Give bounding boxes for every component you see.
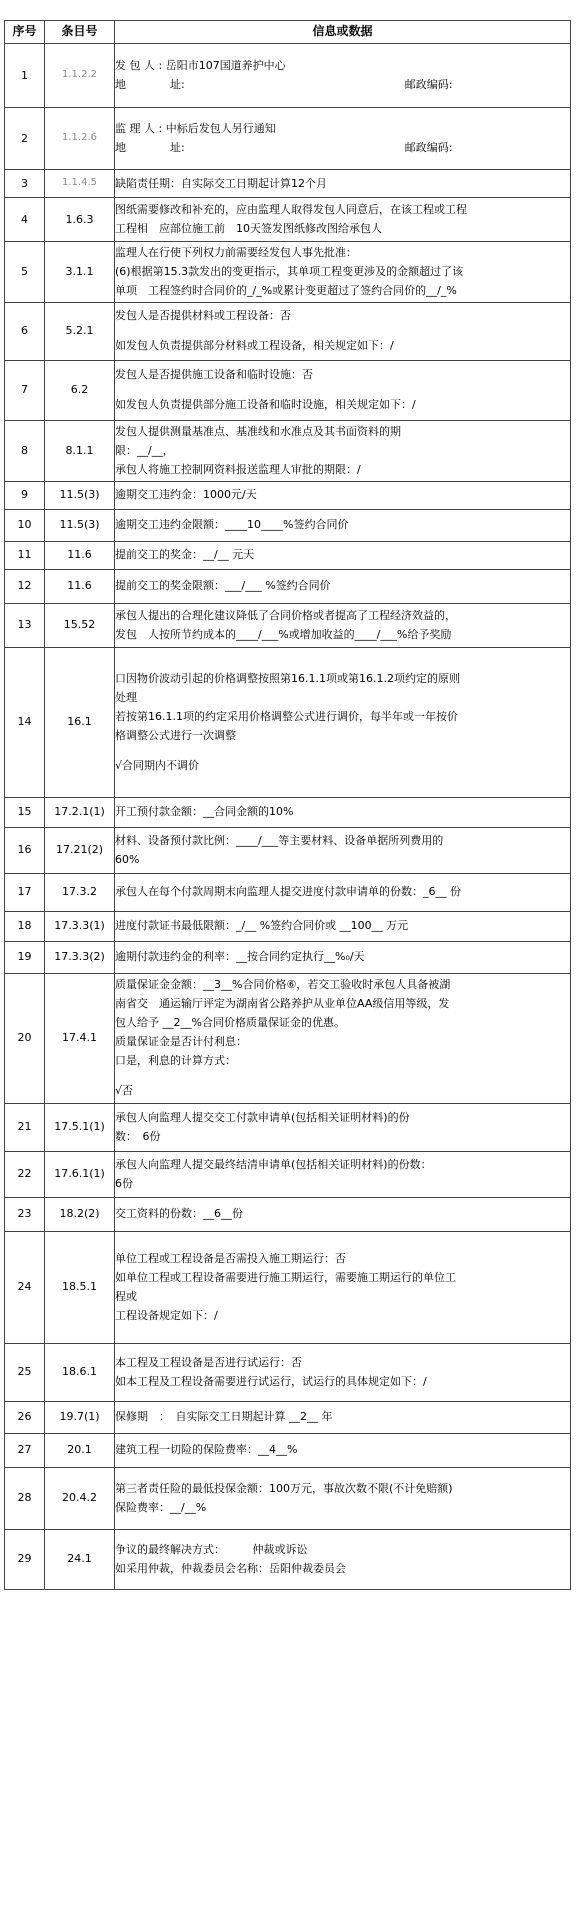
clause-data-table bbox=[4, 20, 571, 1590]
info-line: (6)根据第15.3款发出的变更指示，其单项工程变更涉及的金额超过了该 bbox=[115, 264, 464, 278]
info-line: √否 bbox=[115, 1084, 134, 1097]
info-line: 提前交工的奖金限额：___/___ %签约合同价 bbox=[115, 579, 331, 593]
info-cell bbox=[115, 420, 571, 481]
row-number: 23 bbox=[5, 1197, 45, 1231]
table-row bbox=[5, 1467, 571, 1529]
info-line: 本工程及工程设备是否进行试运行：否 bbox=[115, 1355, 302, 1369]
line-spacer bbox=[115, 1072, 570, 1080]
info-line: 如发包人负责提供部分材料或工程设备，相关规定如下：/ bbox=[115, 339, 394, 353]
info-line: 保险费率：__/__% bbox=[115, 1500, 207, 1514]
clause-number: 24.1 bbox=[45, 1529, 115, 1589]
clause-number: 17.6.1(1) bbox=[45, 1151, 115, 1197]
table-row bbox=[5, 1197, 571, 1231]
info-line: 工程相 应部位施工前 10天签发图纸修改图给承包人 bbox=[115, 222, 382, 235]
info-line: 限：__/__， bbox=[115, 443, 174, 457]
info-cell bbox=[115, 44, 571, 108]
info-cell bbox=[115, 481, 571, 509]
info-line: 处理 bbox=[115, 690, 137, 704]
info-line: 监理人在行使下列权力前需要经发包人事先批准： bbox=[115, 246, 357, 259]
line-spacer bbox=[115, 386, 570, 394]
table-row bbox=[5, 647, 571, 797]
row-number: 6 bbox=[5, 302, 45, 360]
info-line: 发包人是否提供材料或工程设备：否 bbox=[115, 309, 291, 323]
row-number: 8 bbox=[5, 420, 45, 481]
row-number: 26 bbox=[5, 1401, 45, 1433]
info-line: 逾期交工违约金：1000元/天 bbox=[115, 488, 257, 502]
info-line: 承包人提出的合理化建议降低了合同价格或者提高了工程经济效益的， bbox=[115, 608, 456, 622]
clause-number: 11.6 bbox=[45, 569, 115, 603]
info-cell bbox=[115, 797, 571, 827]
table-row bbox=[5, 1151, 571, 1197]
info-cell bbox=[115, 242, 571, 303]
clause-number: 1.1.2.2 bbox=[45, 44, 115, 108]
info-cell bbox=[115, 198, 571, 242]
table-row bbox=[5, 420, 571, 481]
row-number: 4 bbox=[5, 198, 45, 242]
info-cell bbox=[115, 302, 571, 360]
clause-number: 17.3.3(1) bbox=[45, 911, 115, 941]
table-row bbox=[5, 1529, 571, 1589]
clause-number: 8.1.1 bbox=[45, 420, 115, 481]
clause-number: 11.5(3) bbox=[45, 481, 115, 509]
info-line: 交工资料的份数：__6__份 bbox=[115, 1207, 243, 1221]
table-row bbox=[5, 44, 571, 108]
table-row bbox=[5, 541, 571, 569]
table-row bbox=[5, 1433, 571, 1467]
table-body bbox=[5, 44, 571, 1590]
info-line: 发包人提供测量基准点、基准线和水准点及其书面资料的期 bbox=[115, 424, 401, 438]
table-row bbox=[5, 302, 571, 360]
header-no: 序号 bbox=[5, 21, 45, 44]
header-row bbox=[5, 21, 571, 44]
clause-number: 18.5.1 bbox=[45, 1231, 115, 1343]
info-line: 单位工程或工程设备是否需投入施工期运行：否 bbox=[115, 1251, 346, 1265]
info-line: 建筑工程一切险的保险费率：__4__% bbox=[115, 1443, 298, 1457]
info-cell bbox=[115, 1231, 571, 1343]
clause-number: 17.2.1(1) bbox=[45, 797, 115, 827]
row-number: 5 bbox=[5, 242, 45, 303]
info-line: 6份 bbox=[115, 1176, 133, 1190]
info-cell bbox=[115, 827, 571, 873]
clause-number: 17.3.3(2) bbox=[45, 941, 115, 973]
clause-number: 18.6.1 bbox=[45, 1343, 115, 1401]
row-number: 9 bbox=[5, 481, 45, 509]
info-line: 工程设备规定如下：/ bbox=[115, 1308, 218, 1322]
clause-number: 19.7(1) bbox=[45, 1401, 115, 1433]
info-cell bbox=[115, 569, 571, 603]
info-line: 如本工程及工程设备需要进行试运行，试运行的具体规定如下：/ bbox=[115, 1374, 427, 1388]
info-line: 承包人在每个付款周期末向监理人提交进度付款申请单的份数：_6__ 份 bbox=[115, 885, 461, 899]
info-line: 格调整公式进行一次调整 bbox=[115, 728, 236, 742]
clause-number: 20.4.2 bbox=[45, 1467, 115, 1529]
table-row bbox=[5, 198, 571, 242]
row-number: 19 bbox=[5, 941, 45, 973]
info-cell bbox=[115, 911, 571, 941]
info-line: 程或 bbox=[115, 1289, 137, 1303]
table-row bbox=[5, 360, 571, 420]
clause-number: 20.1 bbox=[45, 1433, 115, 1467]
info-cell bbox=[115, 509, 571, 541]
row-number: 7 bbox=[5, 360, 45, 420]
info-line: 提前交工的奖金：__/__ 元天 bbox=[115, 548, 255, 562]
info-line: 逾期交工违约金限额：____10____%签约合同价 bbox=[115, 518, 349, 532]
info-cell bbox=[115, 1151, 571, 1197]
table-row bbox=[5, 1401, 571, 1433]
row-number: 29 bbox=[5, 1529, 45, 1589]
row-number: 1 bbox=[5, 44, 45, 108]
info-cell bbox=[115, 1529, 571, 1589]
clause-number: 11.6 bbox=[45, 541, 115, 569]
info-line: 图纸需要修改和补充的，应由监理人取得发包人同意后，在该工程或工程 bbox=[115, 203, 467, 217]
table-row bbox=[5, 911, 571, 941]
info-line: 质量保证金是否计付利息： bbox=[115, 1035, 247, 1049]
info-cell bbox=[115, 541, 571, 569]
header-clause: 条目号 bbox=[45, 21, 115, 44]
row-number: 20 bbox=[5, 973, 45, 1103]
clause-number: 6.2 bbox=[45, 360, 115, 420]
table-row bbox=[5, 941, 571, 973]
info-line: 发包人是否提供施工设备和临时设施：否 bbox=[115, 368, 313, 382]
info-cell bbox=[115, 1467, 571, 1529]
row-number: 28 bbox=[5, 1467, 45, 1529]
row-number: 13 bbox=[5, 603, 45, 647]
info-cell bbox=[115, 170, 571, 198]
info-cell bbox=[115, 1103, 571, 1151]
table-row bbox=[5, 603, 571, 647]
clause-number: 18.2(2) bbox=[45, 1197, 115, 1231]
row-number: 16 bbox=[5, 827, 45, 873]
info-cell bbox=[115, 973, 571, 1103]
info-line: √合同期内不调价 bbox=[115, 758, 200, 772]
table-row bbox=[5, 569, 571, 603]
info-line: 如采用仲裁，仲裁委员会名称：岳阳仲裁委员会 bbox=[115, 1561, 346, 1575]
info-line: 发包 人按所节约成本的____/___%或增加收益的____/___%给予奖励 bbox=[115, 627, 452, 641]
line-spacer bbox=[115, 747, 570, 755]
table-row bbox=[5, 797, 571, 827]
info-cell bbox=[115, 941, 571, 973]
table-row bbox=[5, 481, 571, 509]
clause-number: 17.4.1 bbox=[45, 973, 115, 1103]
info-line: 如发包人负责提供部分施工设备和临时设施，相关规定如下：/ bbox=[115, 398, 416, 412]
info-line: 进度付款证书最低限额：_/__ %签约合同价或 __100__ 万元 bbox=[115, 919, 409, 933]
table-row bbox=[5, 242, 571, 303]
table-row bbox=[5, 1103, 571, 1151]
info-line: 逾期付款违约金的利率：__按合同约定执行__%₀/天 bbox=[115, 950, 365, 964]
clause-number: 15.52 bbox=[45, 603, 115, 647]
row-number: 24 bbox=[5, 1231, 45, 1343]
row-number: 11 bbox=[5, 541, 45, 569]
info-line: 口因物价波动引起的价格调整按照第16.1.1项或第16.1.2项约定的原则 bbox=[115, 671, 460, 685]
row-number: 14 bbox=[5, 647, 45, 797]
clause-number: 1.1.2.6 bbox=[45, 108, 115, 170]
info-line: 开工预付款金额：__合同金额的10% bbox=[115, 805, 294, 819]
row-number: 10 bbox=[5, 509, 45, 541]
info-cell bbox=[115, 1401, 571, 1433]
clause-number: 17.3.2 bbox=[45, 873, 115, 911]
clause-number: 5.2.1 bbox=[45, 302, 115, 360]
table-row bbox=[5, 827, 571, 873]
line-spacer bbox=[115, 327, 570, 335]
info-line: 60% bbox=[115, 852, 140, 866]
table-row bbox=[5, 108, 571, 170]
table-row bbox=[5, 509, 571, 541]
info-line: 第三者责任险的最低投保金额：100万元，事故次数不限(不计免赔额) bbox=[115, 1481, 453, 1495]
table-header bbox=[5, 21, 571, 44]
info-cell bbox=[115, 647, 571, 797]
clause-number: 16.1 bbox=[45, 647, 115, 797]
row-number: 21 bbox=[5, 1103, 45, 1151]
table-row bbox=[5, 1343, 571, 1401]
info-line: 质量保证金金额：__3__%合同价格⑥，若交工验收时承包人具备被湖 bbox=[115, 978, 451, 992]
clause-number: 1.1.4.5 bbox=[45, 170, 115, 198]
info-line: 承包人将施工控制网资料报送监理人审批的期限：/ bbox=[115, 462, 361, 476]
info-line: 材料、设备预付款比例：____/___等主要材料、设备单据所列费用的 bbox=[115, 833, 444, 847]
table-row bbox=[5, 873, 571, 911]
info-cell bbox=[115, 360, 571, 420]
header-info: 信息或数据 bbox=[115, 21, 571, 44]
info-line: 如单位工程或工程设备需要进行施工期运行，需要施工期运行的单位工 bbox=[115, 1270, 456, 1284]
table-row bbox=[5, 1231, 571, 1343]
info-line: 包人给予 __2__%合同价格质量保证金的优惠。 bbox=[115, 1016, 345, 1030]
info-line: 保修期 ： 自实际交工日期起计算 __2__ 年 bbox=[115, 1410, 333, 1424]
info-cell bbox=[115, 1433, 571, 1467]
info-line: 地 址: 邮政编码: bbox=[115, 141, 453, 154]
clause-number: 17.5.1(1) bbox=[45, 1103, 115, 1151]
info-line: 南省交 通运输厅评定为湖南省公路养护从业单位AA级信用等级，发 bbox=[115, 997, 450, 1011]
clause-number: 1.6.3 bbox=[45, 198, 115, 242]
info-line: 数： 6份 bbox=[115, 1129, 161, 1143]
info-line: 争议的最终解决方式： 仲裁或诉讼 bbox=[115, 1542, 308, 1556]
info-line: 口是，利息的计算方式： bbox=[115, 1054, 236, 1068]
info-cell bbox=[115, 1343, 571, 1401]
clause-number: 3.1.1 bbox=[45, 242, 115, 303]
row-number: 18 bbox=[5, 911, 45, 941]
info-cell bbox=[115, 1197, 571, 1231]
info-line: 缺陷责任期：自实际交工日期起计算12个月 bbox=[115, 176, 327, 190]
info-line: 若按第16.1.1项的约定采用价格调整公式进行调价，每半年或一年按价 bbox=[115, 709, 458, 723]
table-row bbox=[5, 170, 571, 198]
row-number: 12 bbox=[5, 569, 45, 603]
info-line: 单项 工程签约时合同价的_/_%或累计变更超过了签约合同价的__/_% bbox=[115, 283, 457, 297]
info-line: 承包人向监理人提交交工付款申请单(包括相关证明材料)的份 bbox=[115, 1110, 410, 1124]
row-number: 15 bbox=[5, 797, 45, 827]
row-number: 22 bbox=[5, 1151, 45, 1197]
info-line: 监 理 人 : 中标后发包人另行通知 bbox=[115, 122, 276, 136]
info-line: 地 址: 邮政编码: bbox=[115, 78, 453, 91]
table-row bbox=[5, 973, 571, 1103]
row-number: 3 bbox=[5, 170, 45, 198]
info-cell bbox=[115, 108, 571, 170]
info-cell bbox=[115, 873, 571, 911]
info-line: 发 包 人 : 岳阳市107国道养护中心 bbox=[115, 59, 286, 73]
clause-number: 17.21(2) bbox=[45, 827, 115, 873]
row-number: 27 bbox=[5, 1433, 45, 1467]
row-number: 17 bbox=[5, 873, 45, 911]
row-number: 25 bbox=[5, 1343, 45, 1401]
info-cell bbox=[115, 603, 571, 647]
info-line: 承包人向监理人提交最终结清申请单(包括相关证明材料)的份数： bbox=[115, 1157, 432, 1171]
row-number: 2 bbox=[5, 108, 45, 170]
clause-number: 11.5(3) bbox=[45, 509, 115, 541]
